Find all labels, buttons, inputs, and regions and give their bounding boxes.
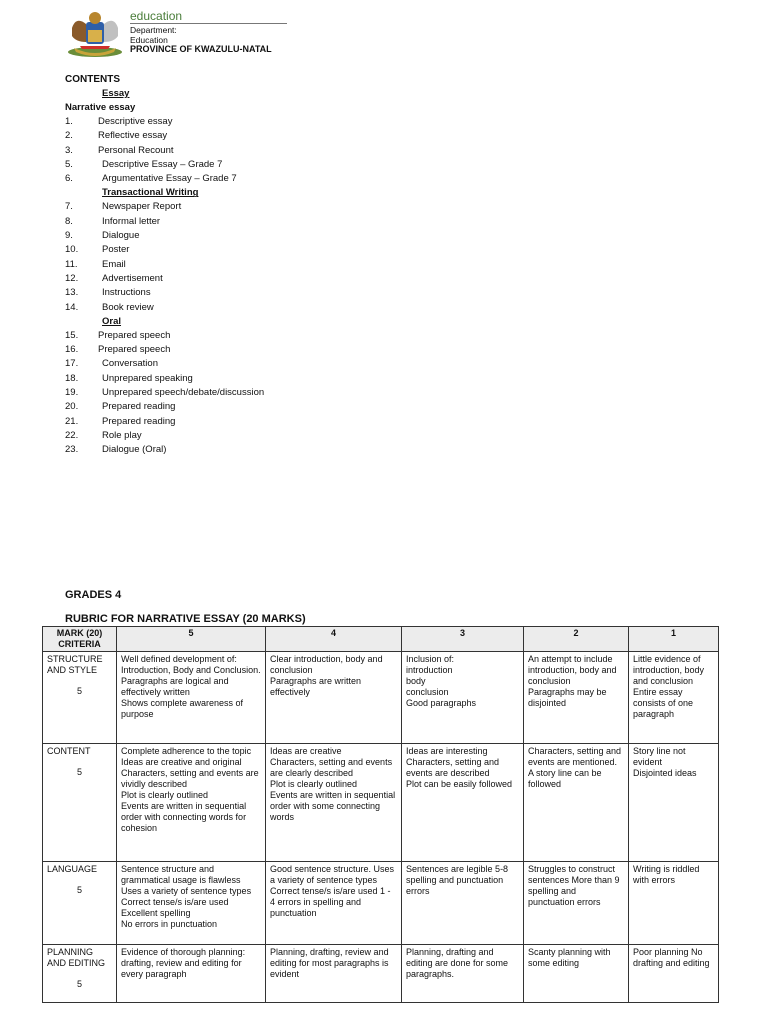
descriptor-cell — [402, 862, 524, 945]
rubric-title: RUBRIC FOR NARRATIVE ESSAY (20 MARKS) — [65, 613, 306, 625]
descriptor-cell — [117, 744, 266, 862]
coat-of-arms-icon — [66, 8, 124, 58]
toc-item[interactable]: 23. Dialogue (Oral) — [65, 444, 167, 456]
descriptor-line: Correct tense/s is/are used 1 - 4 errors in spelling and punctuation — [270, 886, 391, 918]
descriptor-line: Plot is clearly outlined — [270, 779, 358, 789]
header-mark-2: 2 — [524, 627, 629, 652]
org-line-province: PROVINCE OF KWAZULU-NATAL — [130, 44, 272, 54]
descriptor-cell — [629, 862, 719, 945]
section-narrative[interactable]: Narrative essay — [65, 102, 136, 113]
descriptor-line: Evidence of thorough planning: drafting, review and editing for every paragraph — [121, 947, 246, 979]
toc-item[interactable]: 12. Advertisement — [65, 272, 163, 284]
header-mark-1: 1 — [629, 627, 719, 652]
toc-item[interactable]: 8. Informal letter — [65, 215, 161, 227]
rubric-row — [43, 652, 719, 744]
toc-item[interactable]: 19. Unprepared speech/debate/discussion — [65, 387, 265, 399]
descriptor-line: Poor planning No drafting and editing — [633, 947, 710, 968]
section-transactional-writing[interactable]: Transactional Writing — [102, 187, 199, 199]
descriptor-cell — [524, 862, 629, 945]
criterion-name: STRUCTURE AND STYLE — [47, 654, 103, 675]
org-line-department: Department: — [130, 25, 177, 35]
descriptor-line: Paragraphs are written effectively — [270, 676, 362, 697]
criterion-name: LANGUAGE — [47, 864, 98, 874]
descriptor-cell — [524, 945, 629, 1003]
descriptor-line: Entire essay consists of one paragraph — [633, 687, 694, 719]
descriptor-line: Sentence structure and grammatical usage is flawless Uses a variety of sentence types Correct tense/s is/are used Excellent spelling — [121, 864, 252, 918]
descriptor-line: Shows complete awareness of purpose — [121, 698, 244, 719]
descriptor-line: Little evidence of introduction, body and conclusion — [633, 654, 705, 686]
grade-label: GRADES 4 — [65, 589, 122, 601]
rubric-row — [43, 862, 719, 945]
descriptor-line: Paragraphs are logical and effectively written — [121, 676, 229, 697]
section-oral[interactable]: Oral — [102, 315, 122, 327]
toc-item[interactable]: 6. Argumentative Essay – Grade 7 — [65, 173, 237, 185]
rubric-body — [43, 652, 719, 1003]
criterion-cell — [43, 862, 117, 945]
criterion-mark: 5 — [76, 979, 82, 989]
descriptor-line: Plot can be easily followed — [406, 779, 513, 789]
descriptor-line: Ideas are interesting — [406, 746, 488, 756]
descriptor-line: Well defined development of: Introduction, Body and Conclusion. — [121, 654, 261, 675]
descriptor-line: Story line not evident — [633, 746, 686, 767]
toc-item[interactable]: 10. Poster — [65, 244, 130, 256]
header-mark-4: 4 — [266, 627, 402, 652]
toc-item[interactable]: 13. Instructions — [65, 287, 151, 299]
criterion-cell — [43, 945, 117, 1003]
toc-item[interactable]: 11. Email — [65, 258, 126, 270]
descriptor-line: Ideas are creative — [270, 746, 342, 756]
descriptor-line: Events are written in sequential order with some connecting words — [270, 790, 396, 822]
descriptor-line: Good sentence structure. Uses a variety of sentence types — [270, 864, 395, 885]
descriptor-line: Sentences are legible 5-8 spelling and punctuation errors — [406, 864, 509, 896]
header-criteria: MARK (20) CRITERIA — [43, 627, 117, 652]
toc-item[interactable]: 14. Book review — [65, 301, 154, 313]
toc-item[interactable]: 3. Personal Recount — [65, 144, 174, 156]
rubric-row — [43, 945, 719, 1003]
descriptor-line: Characters, setting and events are clearly described — [270, 757, 393, 778]
descriptor-cell — [402, 945, 524, 1003]
contents-heading: CONTENTS — [65, 74, 120, 85]
toc-item[interactable]: 2. Reflective essay — [65, 130, 168, 142]
toc-item[interactable]: 9. Dialogue — [65, 230, 140, 242]
descriptor-line: Scanty planning with some editing — [528, 947, 611, 968]
descriptor-cell — [266, 744, 402, 862]
header-divider — [130, 23, 287, 24]
descriptor-cell — [117, 945, 266, 1003]
header-mark-3: 3 — [402, 627, 524, 652]
rubric-row — [43, 744, 719, 862]
descriptor-line: Planning, drafting and editing are done for some paragraphs. — [406, 947, 509, 979]
header-mark-5: 5 — [117, 627, 266, 652]
descriptor-line: Writing is riddled with errors — [633, 864, 700, 885]
descriptor-cell — [117, 862, 266, 945]
toc-item[interactable]: 17. Conversation — [65, 358, 158, 370]
descriptor-line: Planning, drafting, review and editing for most paragraphs is evident — [270, 947, 389, 979]
descriptor-cell — [524, 652, 629, 744]
toc-item[interactable]: 16. Prepared speech — [65, 344, 171, 356]
descriptor-cell — [402, 744, 524, 862]
table-of-contents — [65, 72, 265, 458]
descriptor-line: A story line can be followed — [528, 768, 602, 789]
org-title: education — [130, 9, 183, 23]
descriptor-line: Paragraphs may be disjointed — [528, 687, 607, 708]
descriptor-line: Struggles to construct sentences More than 9 spelling and punctuation errors — [528, 864, 620, 907]
toc-item[interactable]: 20. Prepared reading — [65, 401, 176, 413]
criterion-mark: 5 — [76, 767, 82, 777]
criterion-cell — [43, 652, 117, 744]
descriptor-cell — [629, 744, 719, 862]
rubric-header-row — [43, 627, 719, 652]
toc-item[interactable]: 15. Prepared speech — [65, 329, 171, 341]
descriptor-line: introduction — [406, 665, 453, 675]
descriptor-line: An attempt to include introduction, body and conclusion — [528, 654, 617, 686]
toc-item[interactable]: 7. Newspaper Report — [65, 201, 182, 213]
descriptor-cell — [524, 744, 629, 862]
descriptor-line: Clear introduction, body and conclusion — [270, 654, 383, 675]
descriptor-line: conclusion — [406, 687, 449, 697]
department-logo — [66, 8, 290, 58]
descriptor-line: Characters, setting and events are mentioned. — [528, 746, 622, 767]
descriptor-cell — [117, 652, 266, 744]
descriptor-cell — [266, 945, 402, 1003]
toc-item[interactable]: 21. Prepared reading — [65, 415, 176, 427]
toc-item[interactable]: 22. Role play — [65, 429, 142, 441]
criterion-name: PLANNING AND EDITING — [47, 947, 106, 968]
descriptor-cell — [629, 945, 719, 1003]
org-line-education: Education — [130, 35, 168, 45]
criterion-mark: 5 — [76, 885, 82, 895]
toc-item[interactable]: 1. Descriptive essay — [65, 116, 173, 127]
toc-item[interactable]: 18. Unprepared speaking — [65, 372, 193, 384]
toc-item[interactable]: 5. Descriptive Essay – Grade 7 — [65, 158, 223, 170]
descriptor-line: No errors in punctuation — [121, 919, 218, 929]
descriptor-cell — [266, 862, 402, 945]
descriptor-line: Events are written in sequential order with connecting words for cohesion — [121, 801, 247, 833]
descriptor-line: Complete adherence to the topic Ideas are creative and original Characters, setting and events are vividly described — [121, 746, 259, 789]
descriptor-line: Characters, setting and events are described — [406, 757, 500, 778]
criterion-name: CONTENT — [47, 746, 91, 756]
descriptor-line: Plot is clearly outlined — [121, 790, 209, 800]
criterion-mark: 5 — [76, 686, 82, 696]
descriptor-cell — [402, 652, 524, 744]
descriptor-cell — [266, 652, 402, 744]
criterion-cell — [43, 744, 117, 862]
descriptor-line: Inclusion of: — [406, 654, 455, 664]
descriptor-cell — [629, 652, 719, 744]
descriptor-line: Good paragraphs — [406, 698, 477, 708]
section-essay[interactable]: Essay — [102, 88, 130, 99]
descriptor-line: Disjointed ideas — [633, 768, 697, 778]
descriptor-line: body — [406, 676, 426, 686]
rubric-table — [42, 626, 719, 1003]
